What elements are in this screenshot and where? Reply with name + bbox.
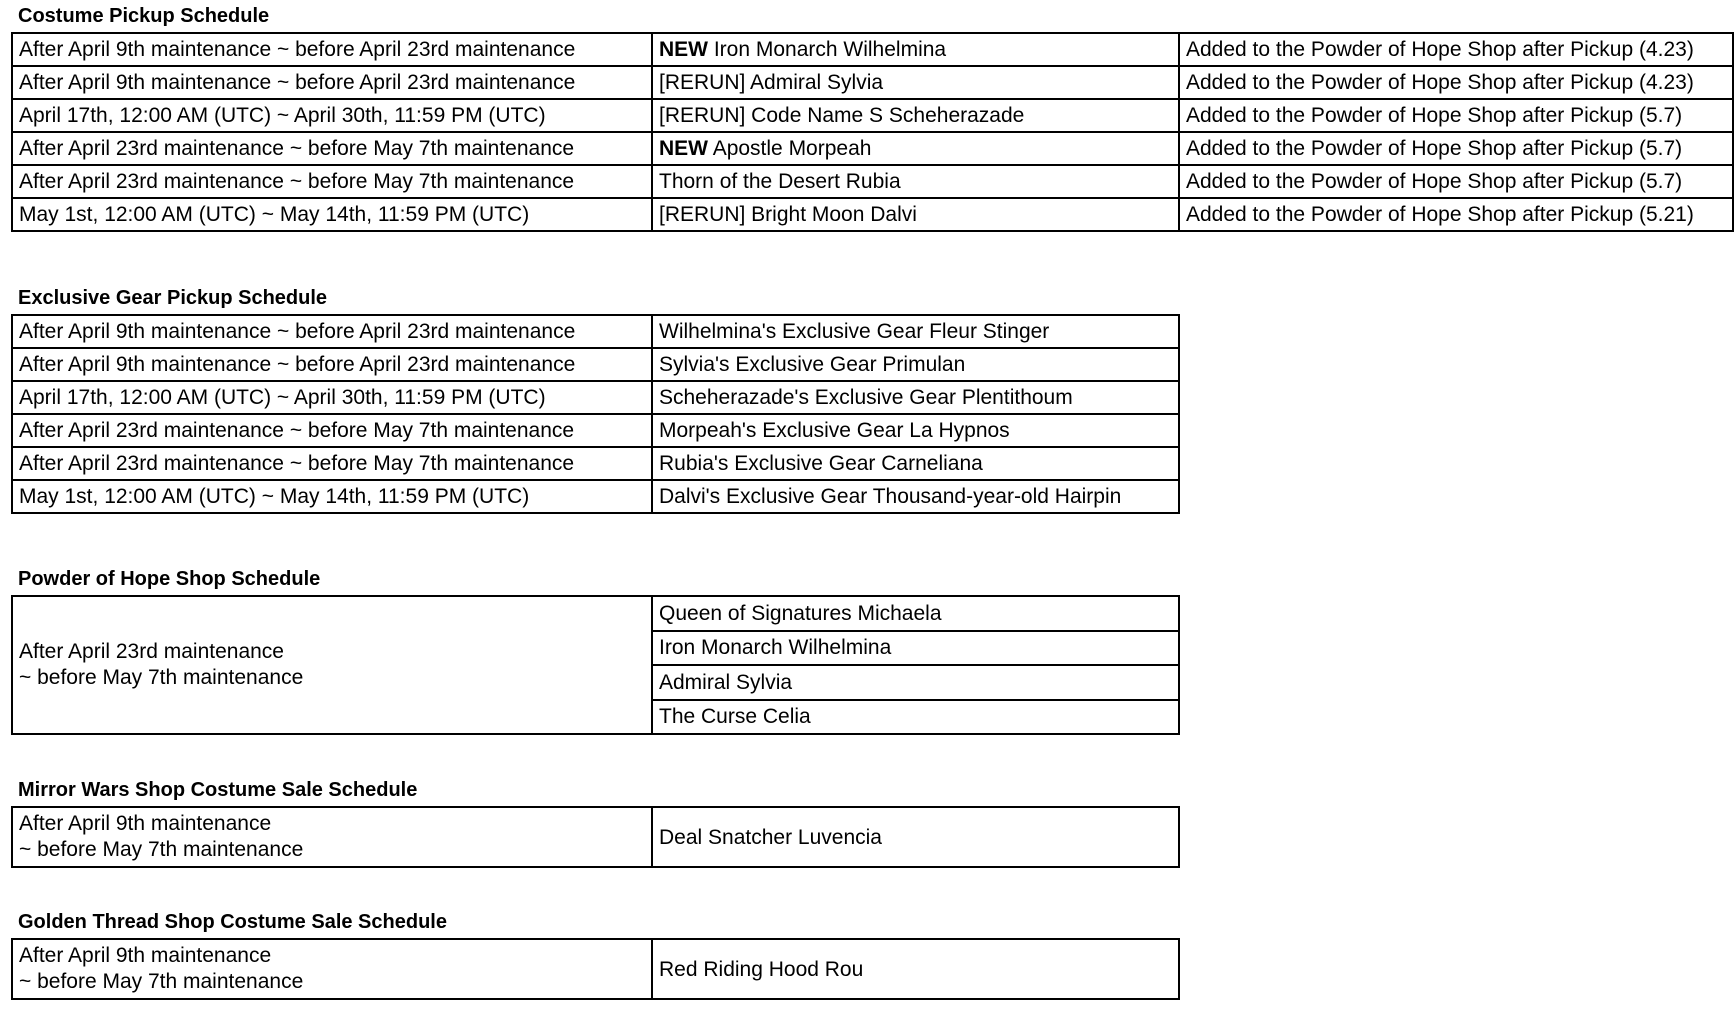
table-row	[12, 99, 1733, 132]
new-tag: NEW	[659, 137, 708, 160]
shop-item-cell: Admiral Sylvia	[652, 665, 1179, 700]
period-cell: May 1st, 12:00 AM (UTC) ~ May 14th, 11:59 PM (UTC)	[12, 480, 652, 513]
period-cell	[12, 596, 652, 734]
period-cell: After April 23rd maintenance ~ before May 7th maintenance	[12, 132, 652, 165]
mirror-wars-table	[11, 806, 1180, 868]
table-row	[12, 596, 1179, 631]
period-cell: After April 23rd maintenance ~ before May 7th maintenance	[12, 414, 652, 447]
golden-thread-section	[11, 910, 1180, 1000]
table-row	[12, 132, 1733, 165]
note-cell: Added to the Powder of Hope Shop after Pickup (5.7)	[1179, 99, 1733, 132]
table-row	[12, 198, 1733, 231]
costume-cell: Thorn of the Desert Rubia	[652, 165, 1179, 198]
period-cell: After April 9th maintenance ~ before April 23rd maintenance	[12, 33, 652, 66]
new-tag: NEW	[659, 38, 708, 61]
shop-item-cell: Iron Monarch Wilhelmina	[652, 631, 1179, 666]
costume-pickup-section	[11, 4, 1734, 232]
gear-cell: Wilhelmina's Exclusive Gear Fleur Stinger	[652, 315, 1179, 348]
period-line-2: ~ before May 7th maintenance	[19, 970, 304, 993]
period-line-1: After April 23rd maintenance	[19, 640, 284, 663]
costume-cell: Deal Snatcher Luvencia	[652, 807, 1179, 867]
costume-cell	[652, 132, 1179, 165]
costume-cell: [RERUN] Code Name S Scheherazade	[652, 99, 1179, 132]
costume-cell	[652, 33, 1179, 66]
shop-item-cell: The Curse Celia	[652, 700, 1179, 735]
period-cell: May 1st, 12:00 AM (UTC) ~ May 14th, 11:59 PM (UTC)	[12, 198, 652, 231]
table-row	[12, 315, 1179, 348]
powder-shop-section	[11, 567, 1180, 735]
period-cell	[12, 939, 652, 999]
gear-cell: Scheherazade's Exclusive Gear Plentithoum	[652, 381, 1179, 414]
gear-cell: Dalvi's Exclusive Gear Thousand-year-old Hairpin	[652, 480, 1179, 513]
costume-cell: [RERUN] Admiral Sylvia	[652, 66, 1179, 99]
gear-cell: Rubia's Exclusive Gear Carneliana	[652, 447, 1179, 480]
table-row	[12, 414, 1179, 447]
note-cell: Added to the Powder of Hope Shop after Pickup (5.7)	[1179, 132, 1733, 165]
note-cell: Added to the Powder of Hope Shop after Pickup (5.7)	[1179, 165, 1733, 198]
costume-name: Iron Monarch Wilhelmina	[713, 38, 947, 61]
costume-name: Apostle Morpeah	[712, 137, 872, 160]
table-row	[12, 66, 1733, 99]
table-row	[12, 33, 1733, 66]
table-row	[12, 165, 1733, 198]
period-cell: After April 23rd maintenance ~ before May 7th maintenance	[12, 447, 652, 480]
period-line-2: ~ before May 7th maintenance	[19, 666, 304, 689]
costume-cell: [RERUN] Bright Moon Dalvi	[652, 198, 1179, 231]
costume-pickup-table	[11, 32, 1734, 232]
costume-cell: Red Riding Hood Rou	[652, 939, 1179, 999]
table-row	[12, 348, 1179, 381]
period-line-2: ~ before May 7th maintenance	[19, 838, 304, 861]
period-line-1: After April 9th maintenance	[19, 944, 272, 967]
note-cell: Added to the Powder of Hope Shop after Pickup (4.23)	[1179, 33, 1733, 66]
gear-cell: Sylvia's Exclusive Gear Primulan	[652, 348, 1179, 381]
period-cell: After April 23rd maintenance ~ before May 7th maintenance	[12, 165, 652, 198]
powder-shop-title: Powder of Hope Shop Schedule	[18, 568, 321, 590]
table-row	[12, 480, 1179, 513]
exclusive-gear-section	[11, 286, 1180, 514]
gear-cell: Morpeah's Exclusive Gear La Hypnos	[652, 414, 1179, 447]
period-line-1: After April 9th maintenance	[19, 812, 272, 835]
table-row	[12, 939, 1179, 999]
costume-pickup-title: Costume Pickup Schedule	[18, 5, 270, 27]
note-cell: Added to the Powder of Hope Shop after Pickup (4.23)	[1179, 66, 1733, 99]
golden-thread-table	[11, 938, 1180, 1000]
period-cell	[12, 807, 652, 867]
golden-thread-title: Golden Thread Shop Costume Sale Schedule	[18, 911, 447, 933]
powder-shop-table	[11, 595, 1180, 735]
table-row	[12, 807, 1179, 867]
period-cell: After April 9th maintenance ~ before April 23rd maintenance	[12, 348, 652, 381]
note-cell: Added to the Powder of Hope Shop after Pickup (5.21)	[1179, 198, 1733, 231]
mirror-wars-title: Mirror Wars Shop Costume Sale Schedule	[18, 779, 418, 801]
exclusive-gear-table	[11, 314, 1180, 514]
table-row	[12, 381, 1179, 414]
period-cell: April 17th, 12:00 AM (UTC) ~ April 30th, 11:59 PM (UTC)	[12, 381, 652, 414]
period-cell: After April 9th maintenance ~ before April 23rd maintenance	[12, 66, 652, 99]
period-cell: April 17th, 12:00 AM (UTC) ~ April 30th, 11:59 PM (UTC)	[12, 99, 652, 132]
shop-item-cell: Queen of Signatures Michaela	[652, 596, 1179, 631]
exclusive-gear-title: Exclusive Gear Pickup Schedule	[18, 287, 328, 309]
period-cell: After April 9th maintenance ~ before April 23rd maintenance	[12, 315, 652, 348]
mirror-wars-section	[11, 778, 1180, 868]
table-row	[12, 447, 1179, 480]
